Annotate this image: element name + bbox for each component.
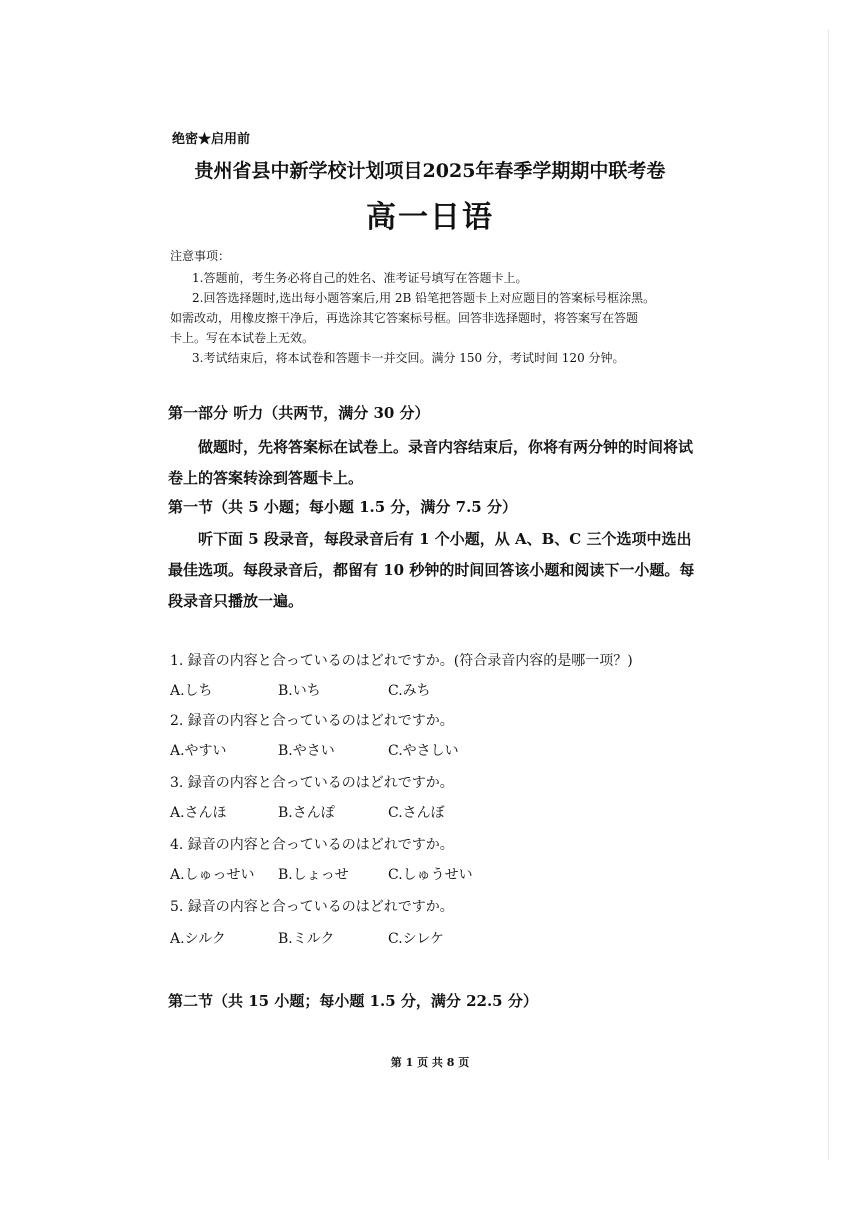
question-4-option-c: C.しゅうせい (388, 867, 473, 883)
question-2-options (170, 740, 459, 760)
note-item-2-line-3: 卡上。写在本试卷上无效。 (170, 331, 315, 345)
exam-title: 贵州省县中新学校计划项目2025年春季学期期中联考卷 (194, 160, 666, 182)
question-4-option-a: A.しゅっせい (170, 867, 255, 883)
question-5-stem: 5. 録音の内容と合っているのはどれですか。 (170, 899, 454, 915)
notes-heading: 注意事项： (170, 249, 231, 263)
part1-instruction: 做题时，先将答案标在试卷上。录音内容结束后，你将有两分钟的时间将试卷上的答案转涂到答题卡上。 (168, 438, 694, 487)
question-4-option-b: B.しょっせ (278, 867, 349, 883)
question-3-option-a: A.さんほ (170, 805, 227, 821)
question-3-option-c: C.さんぼ (388, 805, 445, 821)
question-2-stem: 2. 録音の内容と合っているのはどれですか。 (170, 713, 454, 729)
question-5-option-b: B.ミルク (278, 931, 335, 947)
question-3-option-b: B.さんぽ (278, 805, 335, 821)
note-item-2-line-2: 如需改动，用橡皮擦干净后，再选涂其它答案标号框。回答非选择题时，将答案写在答题 (170, 311, 639, 325)
question-5-option-c: C.シレケ (388, 931, 445, 947)
question-4-options (170, 864, 473, 884)
exam-notes (170, 248, 700, 368)
question-2-option-a: A.やすい (170, 743, 227, 759)
question-5-options (170, 928, 444, 948)
note-item-2-line-1: 2.回答选择题时,选出每小题答案后,用 2B 铅笔把答题卡上对应题目的答案标号框涂黑。 (192, 291, 656, 305)
question-1-options (170, 680, 431, 700)
section2-heading: 第二节（共 15 小题；每小题 1.5 分，满分 22.5 分） (168, 992, 538, 1010)
page-number: 第 1 页 共 8 页 (390, 1056, 470, 1069)
question-2-option-c: C.やさしい (388, 743, 459, 759)
question-5-option-a: A.シルク (170, 931, 226, 947)
question-1-stem: 1. 録音の内容と合っているのはどれですか。(符合录音内容的是哪一项？) (170, 653, 633, 669)
question-3-options (170, 802, 445, 822)
subject-title: 高一日语 (366, 200, 494, 235)
question-3-stem: 3. 録音の内容と合っているのはどれですか。 (170, 775, 454, 791)
section1-instruction: 听下面 5 段录音，每段录音后有 1 个小题，从 A、B、C 三个选项中选出最佳选项。每段录音后，都留有 10 秒钟的时间回答该小题和阅读下一小题。每段录音只播放一遍。 (168, 530, 695, 610)
note-item-1: 1.答题前，考生务必将自己的姓名、准考证号填写在答题卡上。 (192, 271, 528, 285)
note-item-3: 3.考试结束后，将本试卷和答题卡一并交回。满分 150 分，考试时间 120 分钟。 (192, 351, 625, 365)
question-4-stem: 4. 録音の内容と合っているのはどれですか。 (170, 837, 454, 853)
confidential-label: 绝密★启用前 (172, 132, 251, 147)
question-1-option-c: C.みち (388, 683, 431, 699)
question-1-option-b: B.いち (278, 683, 321, 699)
part1-heading: 第一部分 听力（共两节，满分 30 分） (168, 404, 430, 422)
section1-heading: 第一节（共 5 小题；每小题 1.5 分，满分 7.5 分） (168, 498, 517, 516)
question-1-option-a: A.しち (170, 683, 213, 699)
question-2-option-b: B.やさい (278, 743, 335, 759)
